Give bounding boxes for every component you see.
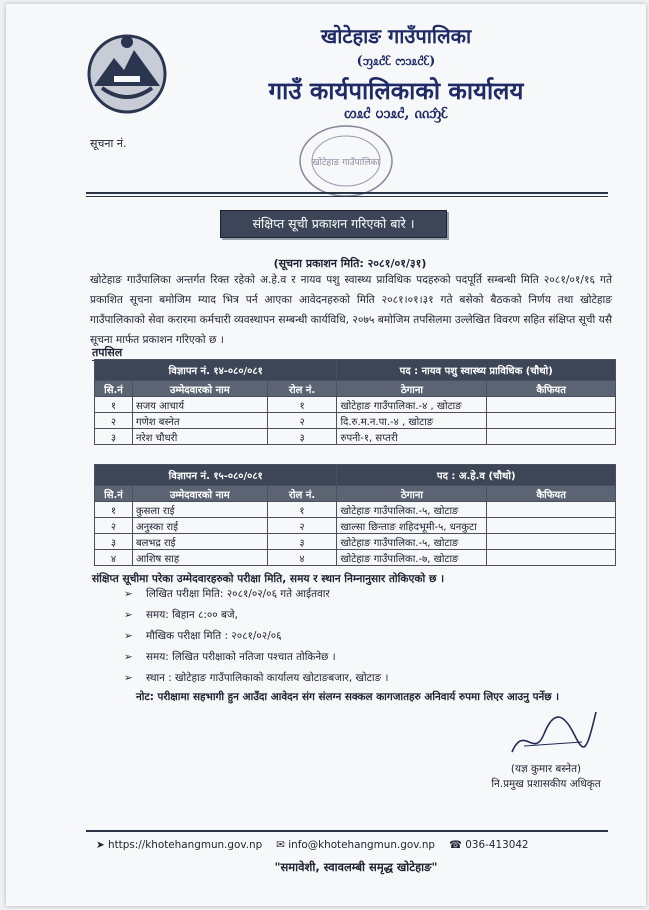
details-heading: तपसिल: [92, 346, 123, 359]
globe-icon: ➤: [96, 839, 109, 851]
notice-page: [6, 4, 646, 906]
column-header: कैफियत: [487, 381, 616, 397]
table-cell: २: [95, 518, 133, 534]
table-header-row: [95, 381, 616, 397]
slogan: "समावेशी, स्वावलम्बी समृद्ध खोटेहाङ": [274, 860, 438, 874]
footer-divider: [86, 830, 608, 832]
table-cell: नरेश चौधरी: [132, 429, 267, 445]
exam-schedule-list: [124, 584, 388, 689]
table-cell: [487, 534, 616, 550]
notice-title: संक्षिप्त सूची प्रकाशन गरिएको बारे ।: [220, 210, 447, 238]
table-cell: १: [267, 397, 337, 413]
table-cell: २: [95, 413, 133, 429]
municipality-name: खोटेहाङ गाउँपालिका: [320, 24, 472, 48]
phone: ☎ 036-413042: [449, 839, 529, 851]
table-row: [95, 413, 616, 429]
arrow-icon: ➢: [124, 651, 133, 663]
notice-number-label: सूचना नं.: [90, 137, 127, 150]
email[interactable]: ✉ info@khotehangmun.gov.np: [276, 839, 436, 851]
publication-date: (सूचना प्रकाशन मिति: २०८१/०१/३१): [273, 257, 427, 270]
advertisement-number: विज्ञापन नं. १४-०८०/०८१: [95, 360, 337, 381]
table-cell: खोटेहाङ गाउँपालिका.-५, खोटाङ: [337, 502, 487, 518]
office-seal-stamp: [296, 122, 396, 200]
table-row: [95, 397, 616, 413]
table-cell: [487, 429, 616, 445]
candidate-table-2: [94, 464, 616, 566]
website[interactable]: ➤ https://khotehangmun.gov.np: [96, 839, 263, 851]
table-cell: [487, 502, 616, 518]
table-cell: सजय आचार्य: [132, 397, 267, 413]
column-header: ठेगाना: [337, 381, 487, 397]
table-cell: खोटेहाङ गाउँपालिका.-७, खोटाङ: [337, 550, 487, 566]
column-header: सि.नं: [95, 486, 133, 502]
table-cell: [487, 413, 616, 429]
advertisement-number: विज्ञापन नं. १५-०८०/०८१: [95, 465, 337, 486]
table-cell: गणेश बस्नेत: [132, 413, 267, 429]
table-cell: ३: [95, 429, 133, 445]
table-cell: ३: [267, 534, 337, 550]
table-cell: १: [95, 502, 133, 518]
arrow-icon: ➢: [124, 672, 133, 684]
column-header: रोल नं.: [267, 486, 337, 502]
arrow-icon: ➢: [124, 630, 133, 642]
table-header-row: [95, 486, 616, 502]
table-cell: १: [267, 502, 337, 518]
column-header: उम्मेदवारको नाम: [132, 381, 267, 397]
note-text: नोट: परीक्षामा सहभागी हुन आउँदा आवेदन संग संलग्न सक्कल कागजातहरु अनिवार्य रुपमा लिएर आउनु पर्नेछ ।: [136, 691, 560, 703]
exam-schedule-item: ➢ समय: लिखित परीक्षाको नतिजा पश्चात तोकिनेछ ।: [124, 647, 388, 668]
post-name: पद : नायव पशु स्वास्थ्य प्राविधिक (चौथो): [337, 360, 616, 381]
table-cell: ४: [267, 550, 337, 566]
office-name-alt: ᦠᦸᦺ ᦢᦱᦸᦺ, ᦶᦁᦷ: [344, 104, 448, 122]
exam-schedule-item: ➢ समय: बिहान ८:०० बजे,: [124, 605, 388, 626]
signature-image: [504, 704, 600, 764]
arrow-icon: ➢: [124, 588, 133, 600]
table-cell: २: [267, 413, 337, 429]
header-divider: [86, 192, 608, 194]
header-divider-thin: [86, 196, 608, 197]
table-row: [95, 534, 616, 550]
notice-paragraph: खोटेहाङ गाउँपालिका अन्तर्गत रिक्त रहेको अ.हे.व र नायव पशु स्वास्थ्य प्राविधिक पदहरुको पदपूर्ति सम्बन्धी मिति २०८१/०१/१६ गते प्रकाशित सूचना बमोजिम म्याद भित्र पर्न आएका आवेदनहरुको मिति २०८१।०१।३१ गते बसेको बैठकको निर्णय तथा खोटेहाङ गाउँपालिकाको सेवा करारमा कर्मचारी व्यवस्थापन सम्बन्धी कार्यविधि, २०७५ बमोजिम तपसिलमा उल्लेखित विवरण सहित संक्षिप्त सूची यसै सूचना मार्फत प्रकाशन गरिएको छ ।: [90, 274, 612, 346]
table-cell: खोटेहाङ गाउँपालिका.-५, खोटाङ: [337, 534, 487, 550]
table-cell: कुसला राई: [132, 502, 267, 518]
table-cell: २: [267, 518, 337, 534]
exam-schedule-item: ➢ स्थान : खोटेहाङ गाउँपालिकाको कार्यालय खोटाङबजार, खोटाङ ।: [124, 668, 388, 689]
table-row: [95, 502, 616, 518]
table-cell: [487, 397, 616, 413]
phone-icon: ☎: [449, 839, 466, 851]
seal-text: खोटेहाङ गाउँपालिका: [312, 158, 380, 168]
table-cell: १: [95, 397, 133, 413]
table-cell: रुपनी-१, सप्तरी: [337, 429, 487, 445]
table-cell: दि.रु.म.न.पा.-४ , खोटाङ: [337, 413, 487, 429]
column-header: ठेगाना: [337, 486, 487, 502]
table-cell: ४: [95, 550, 133, 566]
table-cell: अनुस्का राई: [132, 518, 267, 534]
table-cell: बलभद्र राई: [132, 534, 267, 550]
table-row: [95, 550, 616, 566]
signatory-block: [466, 762, 626, 792]
post-name: पद : अ.हे.व (चौथो): [337, 465, 616, 486]
mail-icon: ✉: [276, 839, 289, 851]
column-header: सि.नं: [95, 381, 133, 397]
signatory-name: (यज्ञ कुमार बस्नेत): [510, 763, 582, 775]
table-row: [95, 429, 616, 445]
exam-schedule-item: ➢ मौखिक परीक्षा मिति : २०८१/०२/०६: [124, 626, 388, 647]
column-header: कैफियत: [487, 486, 616, 502]
exam-schedule-item: ➢ लिखित परीक्षा मिति: २०८१/०२/०६ गते आईतवार: [124, 584, 388, 605]
table-cell: खोटेहाङ गाउँपालिका.-४ , खोटाङ: [337, 397, 487, 413]
table-cell: [487, 518, 616, 534]
signatory-designation: नि.प्रमुख प्रशासकीय अधिकृत: [491, 778, 601, 790]
exam-schedule-intro: संक्षिप्त सूचीमा परेका उम्मेदवारहरुको परीक्षा मिति, समय र स्थान निम्नानुसार तोकिएको छ ।: [92, 573, 445, 585]
candidate-table-1: [94, 359, 616, 445]
footer-contacts: [96, 839, 616, 851]
nepal-emblem-icon: [84, 28, 170, 114]
table-cell: आशिष साह: [132, 550, 267, 566]
table-cell: खाल्सा छिन्ताङ शहिदभूमी-५, धनकुटा: [337, 518, 487, 534]
table-cell: ३: [267, 429, 337, 445]
column-header: उम्मेदवारको नाम: [132, 486, 267, 502]
arrow-icon: ➢: [124, 609, 133, 621]
municipality-name-alt: (ᦀᦸᦺᦷ ᦂᦱᦸᦺᦷ): [356, 54, 436, 69]
column-header: रोल नं.: [267, 381, 337, 397]
table-row: [95, 518, 616, 534]
table-cell: [487, 550, 616, 566]
office-name: गाउँ कार्यपालिकाको कार्यालय: [268, 76, 524, 105]
table-cell: ३: [95, 534, 133, 550]
